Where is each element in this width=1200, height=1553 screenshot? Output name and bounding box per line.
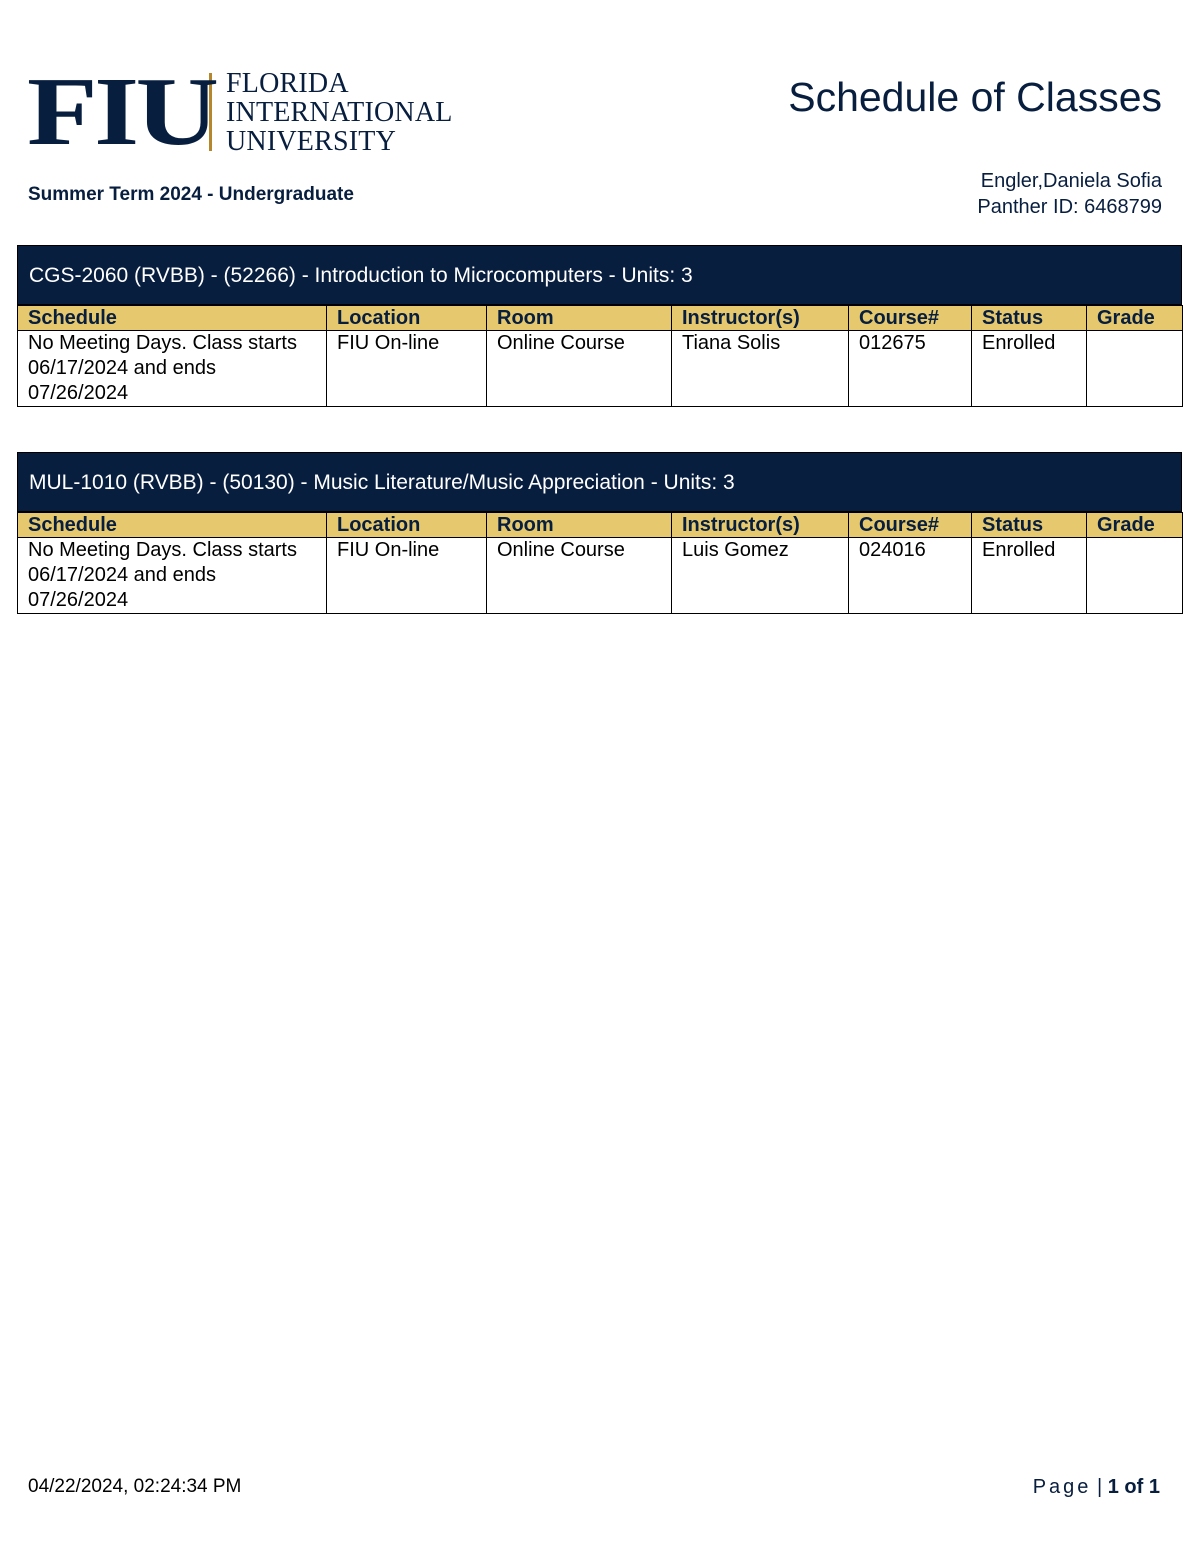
fiu-logo bbox=[27, 58, 467, 166]
cell-course-num: 024016 bbox=[849, 538, 972, 614]
course-header: MUL-1010 (RVBB) - (50130) - Music Literature/Music Appreciation - Units: 3 bbox=[17, 452, 1182, 512]
cell-room: Online Course bbox=[487, 331, 672, 407]
column-header-instructor: Instructor(s) bbox=[672, 513, 849, 538]
cell-schedule: No Meeting Days. Class starts 06/17/2024 and ends 07/26/2024 bbox=[18, 538, 327, 614]
page-title: Schedule of Classes bbox=[788, 74, 1162, 120]
column-header-status: Status bbox=[972, 306, 1087, 331]
cell-location: FIU On-line bbox=[327, 331, 487, 407]
cell-grade bbox=[1087, 331, 1183, 407]
table-row bbox=[18, 538, 1183, 614]
column-header-schedule: Schedule bbox=[18, 306, 327, 331]
panther-id: Panther ID: 6468799 bbox=[977, 196, 1162, 218]
page-indicator bbox=[1033, 1476, 1160, 1499]
course-block bbox=[17, 245, 1182, 407]
cell-instructor: Tiana Solis bbox=[672, 331, 849, 407]
column-header-room: Room bbox=[487, 306, 672, 331]
column-header-course-num: Course# bbox=[849, 306, 972, 331]
table-row bbox=[18, 331, 1183, 407]
table-header-row bbox=[18, 513, 1183, 538]
term-label: Summer Term 2024 - Undergraduate bbox=[28, 184, 354, 205]
column-header-location: Location bbox=[327, 513, 487, 538]
student-name: Engler,Daniela Sofia bbox=[980, 170, 1162, 192]
column-header-course-num: Course# bbox=[849, 513, 972, 538]
column-header-instructor: Instructor(s) bbox=[672, 306, 849, 331]
page-word: Page bbox=[1032, 1476, 1092, 1498]
course-table bbox=[17, 512, 1183, 614]
column-header-grade: Grade bbox=[1087, 306, 1183, 331]
page-count: 1 of 1 bbox=[1107, 1476, 1160, 1498]
column-header-schedule: Schedule bbox=[18, 513, 327, 538]
logo-line: UNIVERSITY bbox=[226, 125, 396, 157]
logo-wordmark bbox=[226, 69, 453, 156]
logo-line: FLORIDA bbox=[226, 67, 349, 99]
print-timestamp: 04/22/2024, 02:24:34 PM bbox=[28, 1476, 242, 1497]
column-header-room: Room bbox=[487, 513, 672, 538]
table-header-row bbox=[18, 306, 1183, 331]
cell-status: Enrolled bbox=[972, 538, 1087, 614]
column-header-status: Status bbox=[972, 513, 1087, 538]
cell-instructor: Luis Gomez bbox=[672, 538, 849, 614]
cell-schedule: No Meeting Days. Class starts 06/17/2024 and ends 07/26/2024 bbox=[18, 331, 327, 407]
page-separator: | bbox=[1096, 1476, 1103, 1498]
student-info bbox=[977, 168, 1162, 220]
cell-course-num: 012675 bbox=[849, 331, 972, 407]
cell-status: Enrolled bbox=[972, 331, 1087, 407]
cell-room: Online Course bbox=[487, 538, 672, 614]
cell-grade bbox=[1087, 538, 1183, 614]
column-header-location: Location bbox=[327, 306, 487, 331]
course-header: CGS-2060 (RVBB) - (52266) - Introduction to Microcomputers - Units: 3 bbox=[17, 245, 1182, 305]
logo-line: INTERNATIONAL bbox=[226, 96, 453, 128]
logo-mark: FIU bbox=[27, 58, 216, 166]
course-block bbox=[17, 452, 1182, 614]
course-table bbox=[17, 305, 1183, 407]
column-header-grade: Grade bbox=[1087, 513, 1183, 538]
cell-location: FIU On-line bbox=[327, 538, 487, 614]
